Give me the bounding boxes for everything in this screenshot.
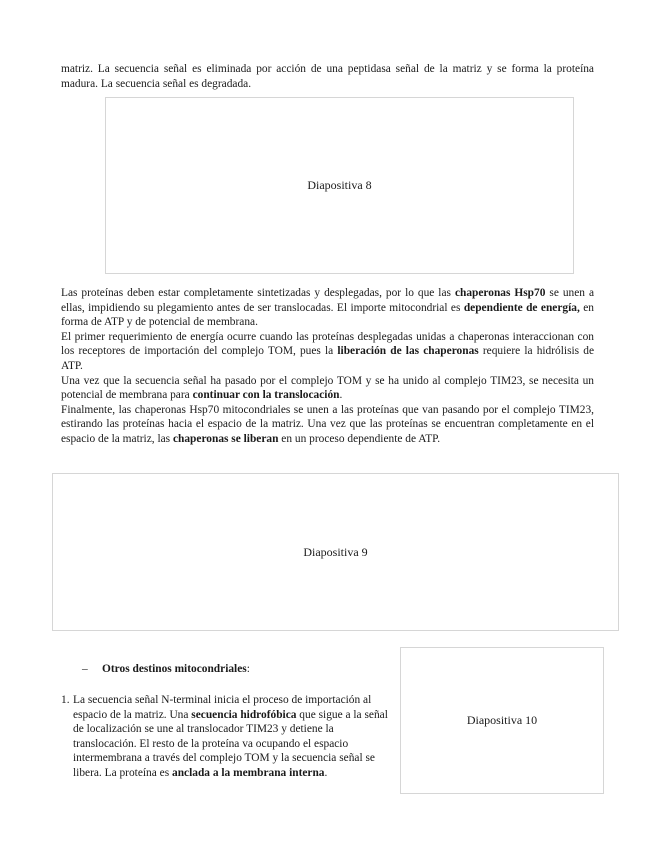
numbered-list-item <box>61 693 398 781</box>
paragraph-matrix <box>61 403 594 447</box>
text-run: La secuencia señal N-terminal inicia el proceso de importación al espacio de la matriz. Una <box>73 694 372 721</box>
bold-run: anclada a la membrana interna <box>172 766 325 779</box>
slide-10-placeholder <box>400 647 604 794</box>
text-run: Las proteínas deben estar completamente sintetizadas y desplegadas, por lo que las <box>61 287 455 299</box>
text-run: Una vez que la secuencia señal ha pasado por el complejo TOM y se ha unido al complejo TIM23, se necesita un potencial de membrana para <box>61 374 594 402</box>
text-run: . <box>324 766 328 779</box>
slide-10-label: Diapositiva 10 <box>466 713 538 728</box>
slide-8-label: Diapositiva 8 <box>307 178 372 193</box>
list-number: 1. <box>61 694 70 706</box>
text-run: Finalmente, las chaperonas Hsp70 mitocondriales se unen a las proteínas que van pasando por el complejo TIM23, estirando las proteínas hacia el espacio de la matriz. Una vez que las proteínas se encuentran completamente en el espacio de la matriz, las <box>61 403 594 445</box>
intro-text: matriz. La secuencia señal es eliminada por acción de una peptidasa señal de la matriz y se forma la proteína madura. La secuencia señal es degradada. <box>61 63 594 90</box>
slide-8-placeholder <box>105 97 574 274</box>
bold-run: secuencia hidrofóbica <box>191 708 297 721</box>
text-run: requiere la hidrólisis de ATP. <box>61 345 594 372</box>
bold-run: chaperonas se liberan <box>172 432 279 445</box>
paragraph-energy <box>61 330 594 374</box>
heading-colon: : <box>246 663 250 675</box>
text-run: que sigue a la señal de localización se une al translocador TIM23 y detiene la translocación. El resto de la proteína va ocupando el espacio intermembrana a través del complejo TOM y la secuencia señal se libera. La proteína es <box>73 708 388 779</box>
text-run: El primer requerimiento de energía ocurre cuando las proteínas desplegadas unidas a chaperonas interaccionan con los receptores de importación del complejo TOM, pues la <box>61 330 594 358</box>
paragraph-tim23 <box>61 374 594 403</box>
paragraph-chaperones <box>61 286 594 330</box>
bold-run: liberación de las chaperonas <box>337 345 479 358</box>
bold-run: chaperonas Hsp70 <box>454 287 546 299</box>
body-text <box>61 286 594 447</box>
bold-run: dependiente de energía, <box>463 301 580 314</box>
slide-9-label: Diapositiva 9 <box>303 544 368 559</box>
text-run: . <box>339 389 343 402</box>
list-dash: – <box>82 663 88 675</box>
heading-text: Otros destinos mitocondriales <box>102 663 247 675</box>
bold-run: continuar con la translocación <box>192 389 340 402</box>
section-heading <box>82 662 250 677</box>
text-run: se unen a ellas, impidiendo su plegamiento antes de ser translocadas. El importe mitocondrial es <box>61 287 595 314</box>
intro-paragraph <box>61 62 594 91</box>
text-run: en forma de ATP y de potencial de membrana. <box>61 301 594 329</box>
list-item-text <box>73 693 398 781</box>
text-run: en un proceso dependiente de ATP. <box>278 432 441 445</box>
slide-9-placeholder <box>52 473 619 631</box>
